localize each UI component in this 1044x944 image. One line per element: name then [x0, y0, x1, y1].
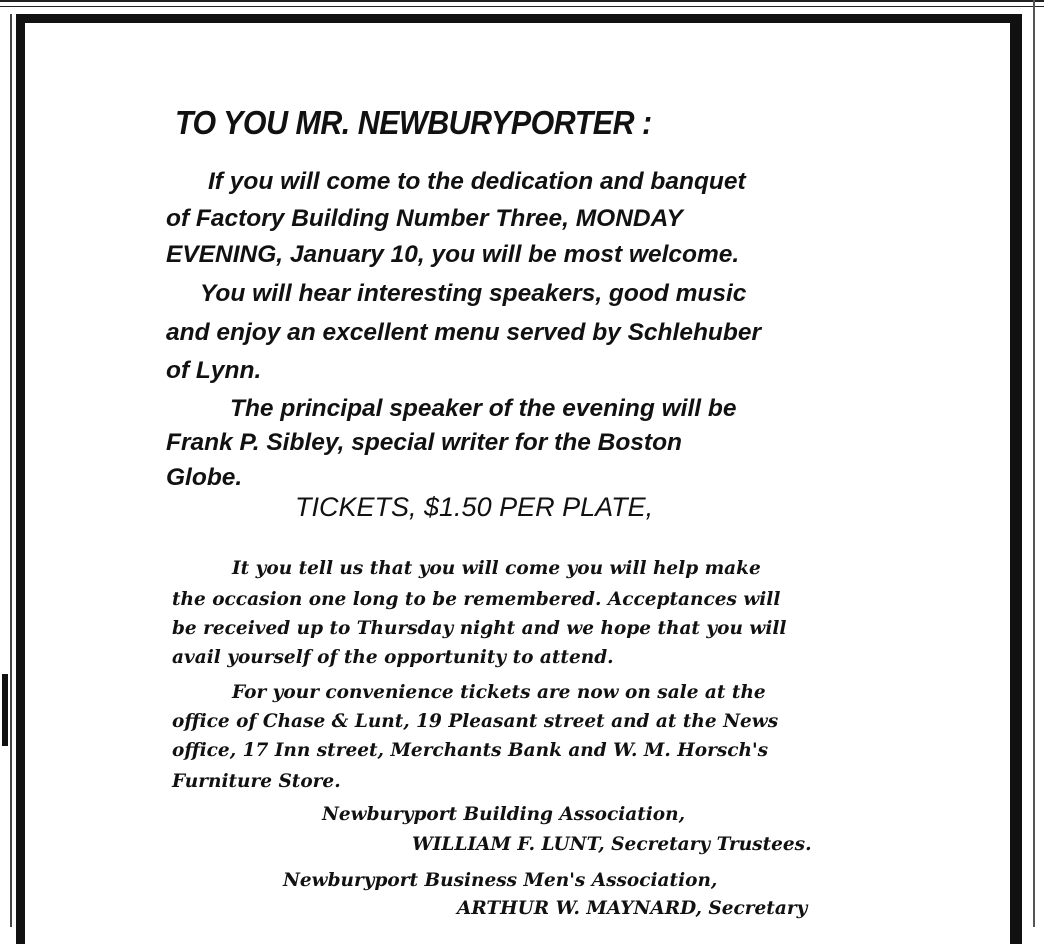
- para4-line1: It you tell us that you will come you will help make: [232, 558, 761, 579]
- right-column-rule: [1033, 0, 1035, 927]
- para3-line2: Frank P. Sibley, special writer for the Boston: [166, 429, 683, 456]
- para3-line3: Globe.: [166, 464, 243, 491]
- para5-line1: For your convenience tickets are now on sale at the: [232, 682, 766, 703]
- signature-name1: WILLIAM F. LUNT, Secretary Trustees.: [412, 834, 812, 855]
- para3-line1: The principal speaker of the evening will be: [230, 395, 737, 422]
- top-rule-thin: [0, 6, 1044, 7]
- signature-org1: Newburyport Building Association,: [322, 804, 686, 825]
- para2-line1: You will hear interesting speakers, good music: [200, 280, 747, 307]
- para2-line2: and enjoy an excellent menu served by Schlehuber: [166, 319, 762, 346]
- tickets-line: TICKETS, $1.50 PER PLATE,: [295, 492, 654, 522]
- para5-line2: office of Chase & Lunt, 19 Pleasant street and at the News: [172, 711, 779, 732]
- top-rule: [0, 0, 1044, 2]
- para4-line4: avail yourself of the opportunity to attend.: [172, 647, 614, 668]
- para4-line3: be received up to Thursday night and we hope that you will: [172, 618, 787, 639]
- signature-org2: Newburyport Business Men's Association,: [283, 870, 718, 891]
- para2-line3: of Lynn.: [166, 357, 262, 384]
- para5-line3: office, 17 Inn street, Merchants Bank and W. M. Horsch's: [172, 740, 769, 761]
- signature-name2: ARTHUR W. MAYNARD, Secretary: [457, 898, 808, 919]
- ad-heading: TO YOU MR. NEWBURYPORTER :: [175, 104, 652, 141]
- para4-line2: the occasion one long to be remembered. Acceptances will: [172, 589, 781, 610]
- adjacent-column-edge: [0, 14, 14, 927]
- para1-line1: If you will come to the dedication and banquet: [208, 168, 746, 195]
- para1-line2: of Factory Building Number Three, MONDAY: [166, 205, 683, 232]
- para5-line4: Furniture Store.: [172, 771, 341, 792]
- para1-line3: EVENING, January 10, you will be most welcome.: [166, 241, 740, 268]
